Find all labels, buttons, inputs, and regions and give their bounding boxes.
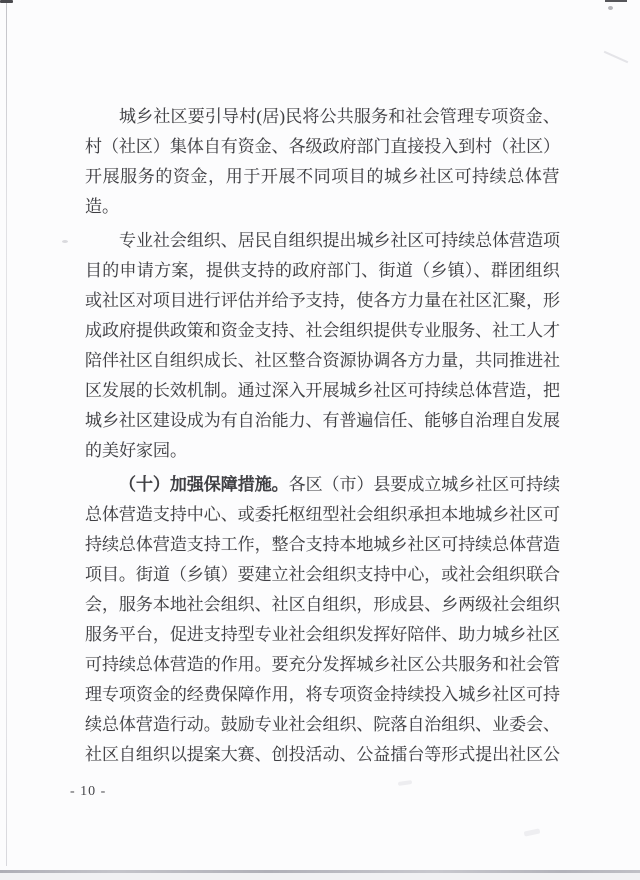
- text-segment: 持续总体营造支持工作，整合支持本地城乡社区可持续总体营造: [85, 535, 560, 554]
- text-line: [85, 162, 560, 192]
- paragraph: [85, 102, 560, 222]
- document-body: [85, 102, 560, 770]
- scan-corner-mark-top-left: [0, 0, 13, 3]
- text-line: [85, 376, 560, 406]
- text-segment: 各区（市）县要成立城乡社区可持续: [288, 475, 561, 494]
- paragraph: [85, 470, 560, 770]
- text-segment: 服务平台，促进支持型专业社会组织发挥好陪伴、助力城乡社区: [85, 625, 560, 644]
- page-number: - 10 -: [70, 784, 107, 799]
- scan-smudge-bottom: [398, 780, 412, 786]
- paragraph: [85, 226, 560, 466]
- text-line: [85, 500, 560, 530]
- scan-bottom-edge-area: [0, 873, 640, 880]
- text-line: [85, 436, 560, 466]
- text-line: [85, 710, 560, 740]
- text-segment: 社区自组织以提案大赛、创投活动、公益擂台等形式提出社区公: [85, 745, 560, 764]
- text-segment: 陪伴社区自组织成长、社区整合资源协调各方力量，共同推进社: [85, 351, 560, 370]
- text-line: [85, 256, 560, 286]
- text-segment: 开展服务的资金，用于开展不同项目的城乡社区可持续总体营: [85, 167, 560, 186]
- text-segment: 总体营造支持中心、或委托枢纽型社会组织承担本地城乡社区可: [85, 505, 560, 524]
- text-segment: 的美好家园。: [85, 441, 187, 460]
- text-segment: 项目。街道（乡镇）要建立社会组织支持中心，或社会组织联合: [85, 565, 560, 584]
- scan-corner-mark-top-right: [605, 0, 627, 2]
- text-segment: 造。: [85, 197, 119, 216]
- text-line: [85, 192, 560, 222]
- text-line: [85, 102, 560, 132]
- text-line: [85, 530, 560, 560]
- scan-smudge-right-edge: [604, 51, 629, 63]
- text-line: [85, 650, 560, 680]
- scan-bottom-edge-line: [0, 870, 640, 873]
- text-line: [85, 620, 560, 650]
- text-line: [85, 470, 560, 500]
- scan-speck-left-margin: [62, 240, 68, 243]
- text-segment: 区发展的长效机制。通过深入开展城乡社区可持续总体营造，把: [85, 381, 560, 400]
- text-line: [85, 346, 560, 376]
- text-segment: 或社区对项目进行评估并给予支持，使各方力量在社区汇聚，形: [85, 291, 560, 310]
- text-line: [85, 286, 560, 316]
- text-line: [85, 590, 560, 620]
- text-line: [85, 316, 560, 346]
- text-segment: 专业社会组织、居民自组织提出城乡社区可持续总体营造项: [119, 231, 560, 250]
- text-line: [85, 740, 560, 770]
- scan-smudge-bottom-right: [524, 828, 541, 836]
- text-segment: 续总体营造行动。鼓励专业社会组织、院落自治组织、业委会、: [85, 715, 560, 734]
- bold-text-segment: （十）加强保障措施。: [119, 475, 289, 494]
- text-line: [85, 680, 560, 710]
- text-line: [85, 226, 560, 256]
- text-segment: 可持续总体营造的作用。要充分发挥城乡社区公共服务和社会管: [85, 655, 560, 674]
- text-segment: 目的申请方案，提供支持的政府部门、街道（乡镇）、群团组织: [85, 261, 560, 280]
- text-segment: 成政府提供政策和资金支持、社会组织提供专业服务、社工人才: [85, 321, 560, 340]
- text-segment: 城乡社区要引导村(居)民将公共服务和社会管理专项资金、: [119, 107, 560, 126]
- text-line: [85, 560, 560, 590]
- scan-speck-top-right: [608, 6, 613, 10]
- scan-edge-line: [6, 0, 7, 866]
- text-segment: 村（社区）集体自有资金、各级政府部门直接投入到村（社区）: [85, 137, 560, 156]
- text-segment: 城乡社区建设成为有自治能力、有普遍信任、能够自治理自发展: [85, 411, 560, 430]
- text-line: [85, 406, 560, 436]
- text-line: [85, 132, 560, 162]
- text-segment: 会，服务本地社会组织、社区自组织，形成县、乡两级社会组织: [85, 595, 560, 614]
- text-segment: 理专项资金的经费保障作用，将专项资金持续投入城乡社区可持: [85, 685, 560, 704]
